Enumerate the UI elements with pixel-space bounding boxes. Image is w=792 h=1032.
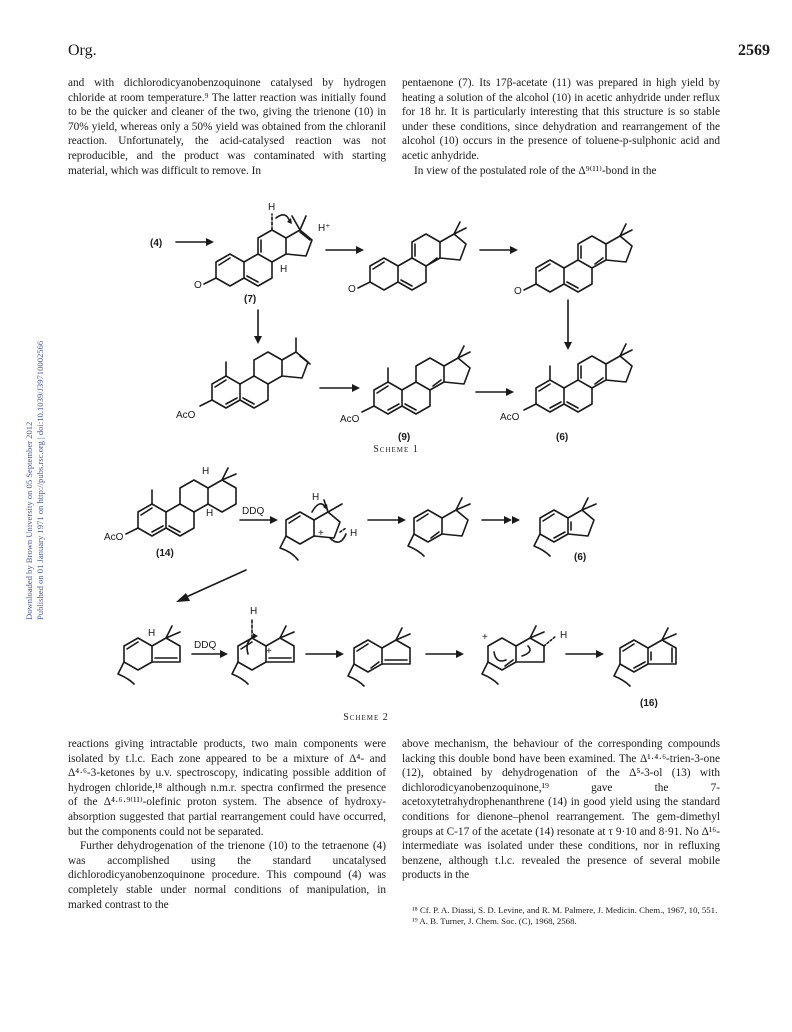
atom-o: O xyxy=(514,286,522,297)
reagent-ddq: DDQ xyxy=(194,640,217,651)
plus-charge: + xyxy=(318,528,324,539)
structure-intermediate-1 xyxy=(358,222,466,290)
atom-h: H xyxy=(202,466,210,477)
bottom-left-column xyxy=(68,737,386,912)
structure-14 xyxy=(126,468,236,536)
footnote-18: ¹⁸ Cf. P. A. Diassi, S. D. Levine, and R. M. Palmere, J. Medicin. Chem., 1967, 10, 551. xyxy=(412,905,718,915)
arrowhead xyxy=(456,650,464,658)
atom-aco: AcO xyxy=(104,532,124,543)
atom-h: H xyxy=(206,508,214,519)
atom-h: H xyxy=(280,264,288,275)
atom-h: H xyxy=(250,606,258,617)
paragraph: Further dehydrogenation of the trienone (10) to the tetraenone (4) was accomplished using the standard uncatalysed dichlorodicyanobenzoquinone procedure. This compound (4) was completely stable under normal conditions of manipulation, in marked contrast to the xyxy=(68,840,386,911)
bottom-right-column xyxy=(402,737,720,883)
reagent-ddq: DDQ xyxy=(242,506,265,517)
structure-9 xyxy=(362,346,470,414)
footnote-19: ¹⁹ A. B. Turner, J. Chem. Soc. (C), 1968, 2568. xyxy=(412,916,577,927)
arrowhead xyxy=(504,516,512,524)
arrow xyxy=(184,570,246,598)
atom-aco: AcO xyxy=(340,414,360,425)
compound-label-9: (9) xyxy=(398,432,411,443)
atom-h: H xyxy=(350,528,358,539)
plus-charge: + xyxy=(482,632,488,643)
sidebar-download-line[interactable]: Downloaded by Brown University on 05 September 2012 xyxy=(24,421,34,620)
atom-o: O xyxy=(348,284,356,295)
scheme-2-caption: Scheme 2 xyxy=(343,712,389,723)
arrowhead xyxy=(254,336,262,344)
structure-intermediate-2 xyxy=(524,224,632,292)
atom-h: H xyxy=(148,628,156,639)
paragraph: reactions giving intractable products, two main components were isolated by t.l.c. Each zone appeared to be a mixture of Δ⁴- and Δ⁴·⁶-3-ketones by u.v. spectroscopy, indicating possible addition of hydrogen chloride,¹⁸ although n.m.r. spectra confirmed the presence of the Δ⁴·⁶·⁹⁽¹¹⁾-olefinic proton system. The absence of hydroxy-absorption suggested that partial rearrangement could have occurred, but the components could not be separated. xyxy=(68,738,386,838)
compound-label-16: (16) xyxy=(640,698,658,709)
structure-7 xyxy=(204,214,312,286)
arrowhead xyxy=(596,650,604,658)
structure-6-partial xyxy=(534,498,596,556)
arrowhead xyxy=(176,593,190,602)
structure-triene xyxy=(348,628,410,686)
page-number: 2569 xyxy=(738,42,770,59)
arrowhead xyxy=(352,384,360,392)
paragraph: above mechanism, the behaviour of the corresponding compounds lacking this double bond have been examined. The Δ¹·⁴·⁶-trien-3-one (12), obtained by dehydrogenation of the Δ⁵-3-ol (13) with dichlorodicyanobenzoquinone,¹⁹ gave the 7-acetoxytetrahydrophenanthrene (14) in good yield using the standard conditions for dienone–phenol rearrangement. The gem-dimethyl groups at C-17 of the acetate (14) resonate at τ 9·10 and 8·91. No Δ¹⁶-intermediate was isolated under these conditions, nor in refluxing benzene, although t.l.c. revealed the presence of several mobile products in the xyxy=(402,738,720,882)
scheme-1-caption: Scheme 1 xyxy=(373,444,419,455)
arrowhead xyxy=(356,246,364,254)
arrowhead xyxy=(220,650,228,658)
compound-label-6: (6) xyxy=(556,432,569,443)
paragraph: pentaenone (7). Its 17β-acetate (11) was prepared in high yield by heating a solution of the alcohol (10) in acetic anhydride under reflux for 18 hr. It is particularly interesting that this structure is so stable under these conditions, since dehydration and rearrangement of the alcohol (10) occurs in the presence of toluene-p-sulphonic acid and acetic anhydride. xyxy=(402,77,720,162)
compound-label-14: (14) xyxy=(156,548,174,559)
atom-h: H xyxy=(268,202,276,213)
arrowhead xyxy=(270,516,278,524)
plus-charge: + xyxy=(266,646,272,657)
structure-cation-2 xyxy=(232,618,294,684)
sidebar-published-line[interactable]: Published on 01 January 1971 on http://pubs.rsc.org | doi:10.1039/J39710002566 xyxy=(35,340,45,620)
atom-o: O xyxy=(194,280,202,291)
atom-aco: AcO xyxy=(500,412,520,423)
structure-cation-1 xyxy=(280,500,346,560)
arrowhead xyxy=(398,516,406,524)
atom-h-plus: H⁺ xyxy=(318,223,331,234)
arrowhead xyxy=(564,342,572,350)
footnotes xyxy=(402,905,720,928)
journal-name: Org. xyxy=(68,42,97,59)
compound-label-7: (7) xyxy=(244,294,257,305)
compound-label-4: (4) xyxy=(150,238,163,249)
atom-h: H xyxy=(312,492,320,503)
paragraph: In view of the postulated role of the Δ⁹⁽¹¹⁾-bond in the xyxy=(414,164,657,177)
structure-intermediate-3 xyxy=(408,498,470,556)
arrowhead xyxy=(512,516,520,524)
paragraph: and with dichlorodicyanobenzoquinone catalysed by hydrogen chloride at room temperature.⁹ The latter reaction was initially found to be the quicker and cleaner of the two, giving the trienone (10) in 70% yield, whereas only a 50% yield was obtained from the chloranil reaction. Unfortunately, the acid-catalysed reaction was not reproducible, and the product was contaminated with starting material, which was difficult to remove. In xyxy=(68,77,386,177)
structure-cation-3 xyxy=(482,626,556,684)
arrowhead xyxy=(206,238,214,246)
arrowhead xyxy=(506,388,514,396)
structure-aromatic-1 xyxy=(200,338,310,408)
arrowhead xyxy=(510,246,518,254)
structure-16 xyxy=(614,628,676,686)
arrowhead xyxy=(336,650,344,658)
structure-6 xyxy=(524,344,632,412)
atom-aco: AcO xyxy=(176,410,196,421)
atom-h: H xyxy=(560,630,568,641)
compound-label-6: (6) xyxy=(574,552,587,563)
